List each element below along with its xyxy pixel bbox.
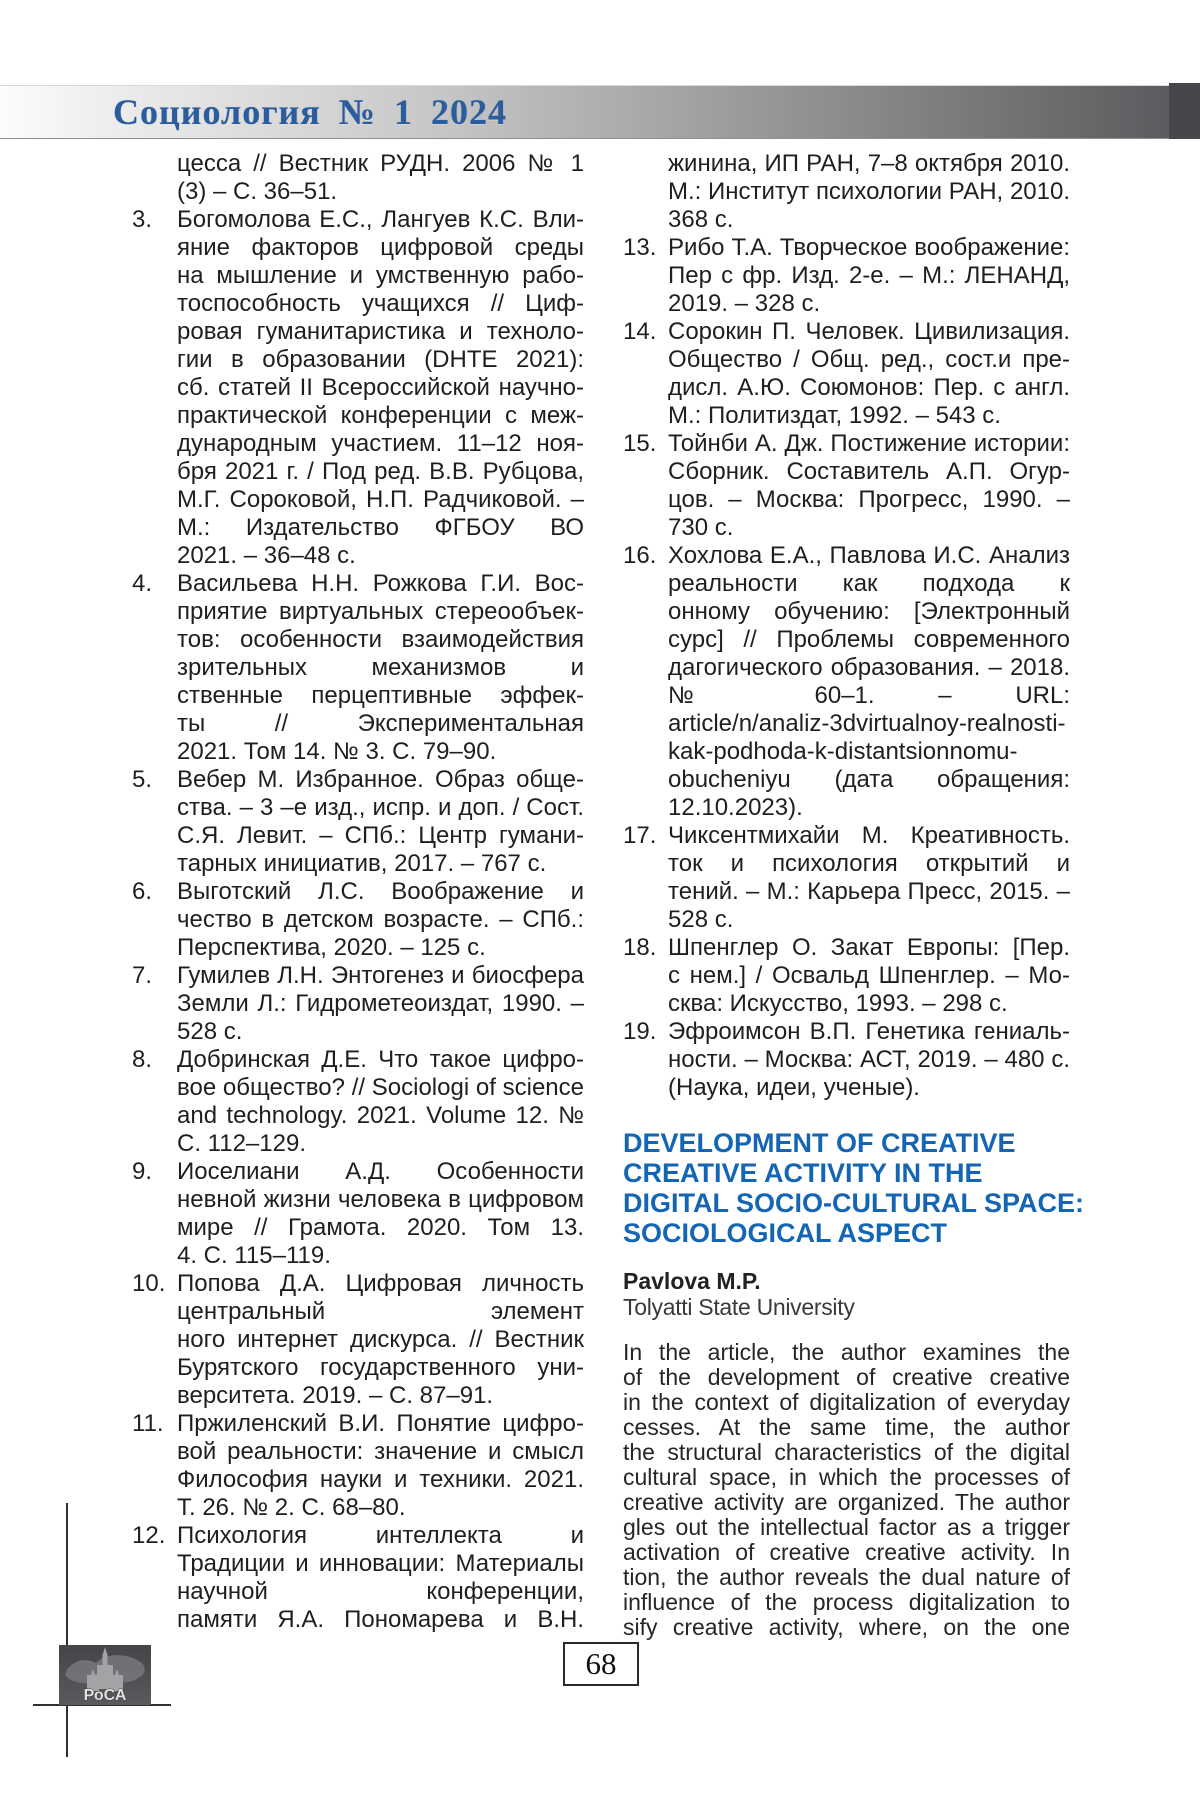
reference-line: центральный элемент	[177, 1298, 584, 1325]
reference-line: невной жизни человека в цифровом	[177, 1186, 584, 1213]
reference-line: 2019. – 328 с.	[668, 290, 821, 317]
reference-number: 11.	[132, 1410, 164, 1437]
reference-line: Хохлова Е.А., Павлова И.С. Анализ	[668, 542, 1070, 569]
reference-item	[132, 1270, 584, 1410]
reference-number: 9.	[132, 1158, 153, 1185]
reference-line: Вебер М. Избранное. Образ обще-	[177, 766, 584, 793]
journal-header-band	[0, 85, 1200, 139]
abstract-line: activation of creative creative activity. In	[623, 1540, 1070, 1565]
references-column-left	[132, 150, 584, 1634]
article-abstract	[623, 1340, 1070, 1640]
reference-line: Сборник. Составитель А.П. Огур-	[668, 458, 1070, 485]
reference-line: 2021. Том 14. № 3. С. 79–90.	[177, 738, 497, 765]
abstract-line: gles out the intellectual factor as a trigger	[623, 1515, 1070, 1540]
reference-number: 6.	[132, 878, 153, 905]
reference-line: верситета. 2019. – С. 87–91.	[177, 1382, 494, 1409]
reference-line: Бурятского государственного уни-	[177, 1354, 584, 1381]
reference-line: тоспособность учащихся // Циф-	[177, 290, 584, 317]
reference-item	[132, 1522, 584, 1634]
header-corner-tab	[1169, 83, 1200, 139]
reference-line: obucheniyu (дата обращения:	[668, 766, 1070, 793]
reference-line: зрительных механизмов и	[177, 654, 584, 681]
reference-item	[623, 234, 1070, 318]
reference-line: С. 112–129.	[177, 1130, 306, 1157]
reference-line: 368 с.	[668, 206, 734, 233]
article-title-line: DIGITAL SOCIO-CULTURAL SPACE:	[623, 1188, 1084, 1218]
article-title-line: SOCIOLOGICAL ASPECT	[623, 1218, 948, 1248]
reference-line: Эфроимсон В.П. Генетика гениаль-	[668, 1018, 1070, 1045]
reference-number: 10.	[132, 1270, 166, 1297]
reference-number: 4.	[132, 570, 153, 597]
reference-number: 18.	[623, 934, 657, 961]
reference-line: дагогического образования. – 2018.	[668, 654, 1070, 681]
reference-number: 13.	[623, 234, 657, 261]
logo-label: РоСА	[83, 1687, 127, 1704]
reference-line: памяти Я.А. Пономарева и В.Н.	[177, 1606, 584, 1633]
reference-line: жинина, ИП РАН, 7–8 октября 2010.	[668, 150, 1070, 177]
reference-line: с нем.] / Освальд Шпенглер. – Мо-	[668, 962, 1070, 989]
reference-line: and technology. 2021. Volume 12. №	[177, 1102, 584, 1129]
reference-line: Пржиленский В.И. Понятие цифро-	[177, 1410, 584, 1437]
reference-line: М.Г. Сороковой, Н.П. Радчиковой. –	[177, 486, 584, 513]
reference-number: 7.	[132, 962, 153, 989]
reference-line: kak-podhoda-k-distantsionnomu-	[668, 738, 1018, 765]
reference-item	[623, 318, 1070, 430]
reference-line: цов. – Москва: Прогресс, 1990. –	[668, 486, 1070, 513]
reference-line: 12.10.2023).	[668, 794, 803, 821]
reference-line: сб. статей II Всероссийской научно-	[177, 374, 584, 401]
reference-line: яние факторов цифровой среды	[177, 234, 584, 261]
reference-line: Шпенглер О. Закат Европы: [Пер.	[668, 934, 1070, 961]
abstract-line: In the article, the author examines the	[623, 1340, 1070, 1365]
abstract-line: in the context of digitalization of everyday	[623, 1390, 1070, 1415]
crop-mark-vertical	[66, 1503, 68, 1757]
reference-line: 2021. – 36–48 с.	[177, 542, 356, 569]
reference-number: 14.	[623, 318, 657, 345]
article-title-line: CREATIVE ACTIVITY IN THE	[623, 1158, 983, 1188]
reference-item	[132, 1158, 584, 1270]
reference-number: 12.	[132, 1522, 166, 1549]
reference-line: 528 с.	[668, 906, 734, 933]
reference-item	[132, 962, 584, 1046]
article-title-line: DEVELOPMENT OF CREATIVE	[623, 1128, 1016, 1158]
reference-line: онному обучению: [Электронный	[668, 598, 1070, 625]
reference-item	[132, 1410, 584, 1522]
reference-line: ности. – Москва: АСТ, 2019. – 480 с.	[668, 1046, 1070, 1073]
article-author: Pavlova M.P.	[623, 1268, 761, 1294]
reference-line: Рибо Т.А. Творческое воображение:	[668, 234, 1070, 261]
reference-line: тов: особенности взаимодействия	[177, 626, 584, 653]
reference-line: практической конференции с меж-	[177, 402, 584, 429]
reference-line: (Наука, идеи, ученые).	[668, 1074, 920, 1101]
reference-line: Добринская Д.Е. Что такое цифро-	[177, 1046, 584, 1073]
reference-line: научной конференции,	[177, 1578, 584, 1605]
reference-item	[623, 542, 1070, 822]
reference-line: Земли Л.: Гидрометеоиздат, 1990. –	[177, 990, 584, 1017]
reference-number: 17.	[623, 822, 657, 849]
reference-number: 15.	[623, 430, 657, 457]
abstract-line: sify creative activity, where, on the one	[623, 1615, 1070, 1640]
abstract-line: the structural characteristics of the digital	[623, 1440, 1070, 1465]
reference-line: Традиции и инновации: Материалы	[177, 1550, 584, 1577]
reference-line: мире // Грамота. 2020. Том 13.	[177, 1214, 584, 1241]
reference-line: Выготский Л.С. Воображение и	[177, 878, 584, 905]
abstract-line: cesses. At the same time, the author	[623, 1415, 1070, 1440]
journal-title: Социология № 1 2024	[113, 92, 507, 132]
reference-item	[623, 822, 1070, 934]
reference-line: article/n/analiz-3dvirtualnoy-realnosti-	[668, 710, 1066, 737]
reference-item	[132, 766, 584, 878]
reference-line: Гумилев Л.Н. Энтогенез и биосфера	[177, 962, 584, 989]
reference-line: дународным участием. 11–12 ноя-	[177, 430, 584, 457]
reference-line: сква: Искусство, 1993. – 298 с.	[668, 990, 1008, 1017]
abstract-line: influence of the process digitalization to	[623, 1590, 1070, 1615]
reference-item	[132, 570, 584, 766]
reference-line: тарных инициатив, 2017. – 767 с.	[177, 850, 547, 877]
reference-line: М.: Институт психологии РАН, 2010.	[668, 178, 1070, 205]
references-list-right	[623, 150, 1070, 1102]
article-affiliation: Tolyatti State University	[623, 1294, 855, 1320]
reference-number: 3.	[132, 206, 153, 233]
reference-line: № 60–1. – URL:	[668, 682, 1070, 709]
abstract-line: cultural space, in which the processes of	[623, 1465, 1070, 1490]
reference-item	[623, 430, 1070, 542]
reference-line: ства. – 3 –е изд., испр. и доп. / Сост.	[177, 794, 584, 821]
reference-item	[132, 150, 584, 206]
reference-line: Перспектива, 2020. – 125 с.	[177, 934, 486, 961]
reference-line: ток и психология открытий и	[668, 850, 1070, 877]
reference-line: Общество / Общ. ред., сост.и пре-	[668, 346, 1070, 373]
reference-line: тений. – М.: Карьера Пресс, 2015. –	[668, 878, 1070, 905]
reference-line: (3) – С. 36–51.	[177, 178, 338, 205]
references-column-right	[623, 150, 1084, 1640]
reference-line: цесса // Вестник РУДН. 2006 № 1	[177, 150, 584, 177]
reference-line: ственные перцептивные эффек-	[177, 682, 584, 709]
reference-item	[132, 878, 584, 962]
page-number: 68	[585, 1646, 617, 1681]
publisher-logo	[59, 1645, 151, 1705]
reference-line: бря 2021 г. / Под ред. В.В. Рубцова,	[177, 458, 584, 485]
reference-line: вое общество? // Sociologi of science	[177, 1074, 584, 1101]
reference-line: 4. С. 115–119.	[177, 1242, 331, 1269]
reference-line: чество в детском возрасте. – СПб.:	[177, 906, 584, 933]
reference-line: Сорокин П. Человек. Цивилизация.	[668, 318, 1070, 345]
page-number-box	[563, 1642, 639, 1686]
reference-number: 16.	[623, 542, 657, 569]
reference-item	[623, 934, 1070, 1018]
reference-number: 8.	[132, 1046, 153, 1073]
reference-line: ты // Экспериментальная	[177, 710, 584, 737]
reference-line: Васильева Н.Н. Рожкова Г.И. Вос-	[177, 570, 584, 597]
reference-item	[132, 206, 584, 570]
reference-line: реальности как подхода к	[668, 570, 1070, 597]
reference-line: М.: Издательство ФГБОУ ВО	[177, 514, 584, 541]
reference-line: 730 с.	[668, 514, 734, 541]
reference-line: Психология интеллекта и	[177, 1522, 584, 1549]
reference-line: Пер с фр. Изд. 2-е. – М.: ЛЕНАНД,	[668, 262, 1070, 289]
reference-line: приятие виртуальных стереообъек-	[177, 598, 584, 625]
reference-line: Богомолова Е.С., Лангуев К.С. Вли-	[177, 206, 584, 233]
reference-line: Чиксентмихайи М. Креативность.	[668, 822, 1070, 849]
reference-line: дисл. А.Ю. Союмонов: Пер. с англ.	[668, 374, 1070, 401]
reference-line: Иоселиани А.Д. Особенности	[177, 1158, 584, 1185]
reference-line: Философия науки и техники. 2021.	[177, 1466, 584, 1493]
reference-item	[132, 1046, 584, 1158]
abstract-line: creative activity are organized. The author	[623, 1490, 1070, 1515]
abstract-line: of the development of creative creative	[623, 1365, 1070, 1390]
reference-item	[623, 1018, 1070, 1102]
reference-number: 19.	[623, 1018, 657, 1045]
reference-line: на мышление и умственную рабо-	[177, 262, 584, 289]
reference-line: гии в образовании (DHTE 2021):	[177, 346, 584, 373]
reference-line: ровая гуманитаристика и техноло-	[177, 318, 584, 345]
reference-line: 528 с.	[177, 1018, 243, 1045]
reference-line: сурс] // Проблемы современного	[668, 626, 1070, 653]
reference-line: С.Я. Левит. – СПб.: Центр гумани-	[177, 822, 584, 849]
article-title-en	[623, 1128, 1084, 1248]
reference-line: Попова Д.А. Цифровая личность	[177, 1270, 584, 1297]
reference-item	[623, 150, 1070, 234]
reference-line: вой реальности: значение и смысл	[177, 1438, 584, 1465]
reference-number: 5.	[132, 766, 153, 793]
reference-line: М.: Политиздат, 1992. – 543 с.	[668, 402, 1001, 429]
abstract-line: tion, the author reveals the dual nature of	[623, 1565, 1070, 1590]
reference-line: Т. 26. № 2. С. 68–80.	[177, 1494, 406, 1521]
reference-line: ного интернет дискурса. // Вестник	[177, 1326, 584, 1353]
reference-line: Тойнби А. Дж. Постижение истории:	[668, 430, 1070, 457]
